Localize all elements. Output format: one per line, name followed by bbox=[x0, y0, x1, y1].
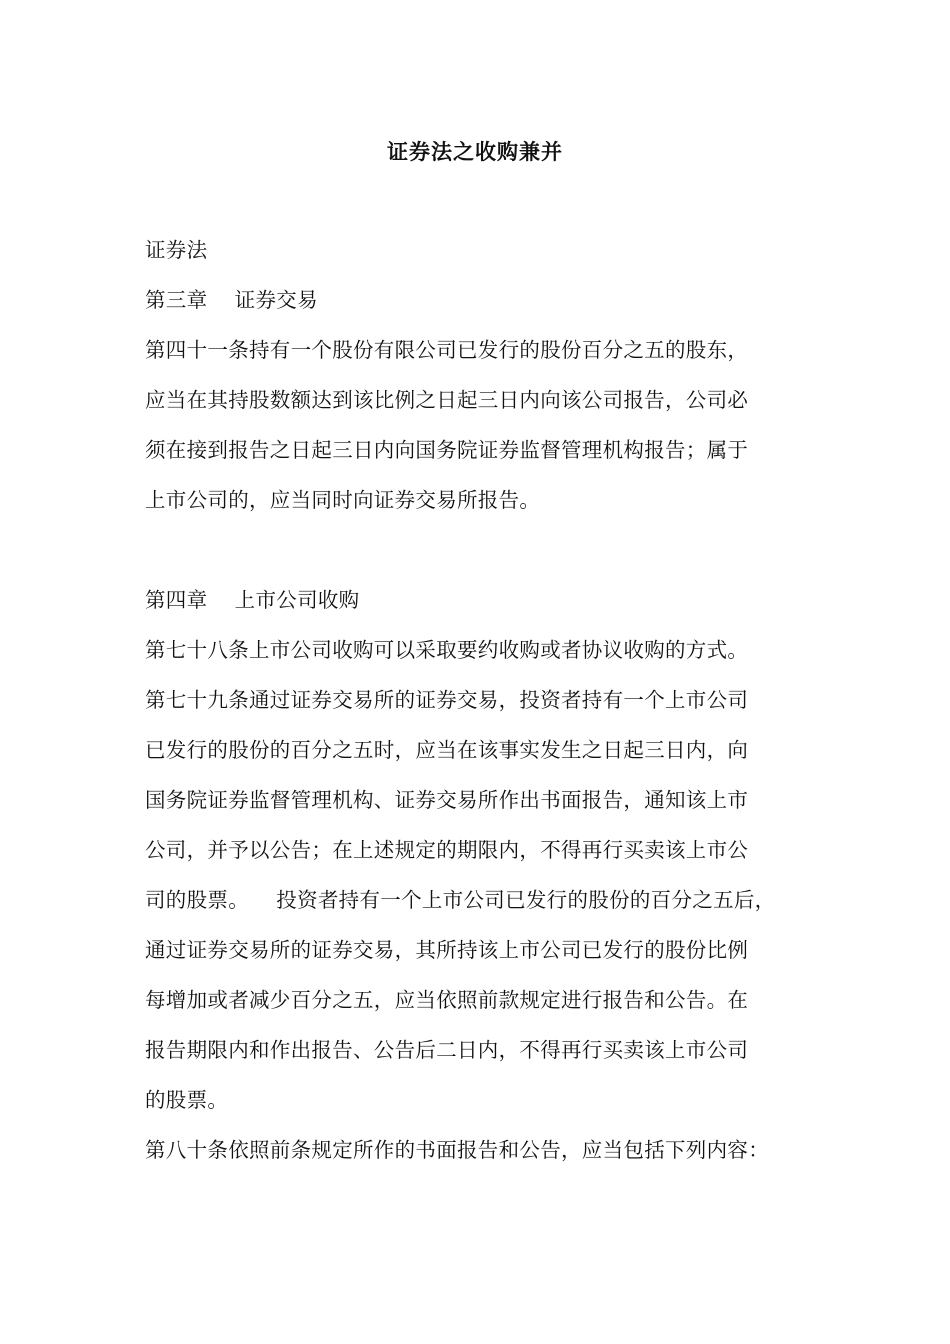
paragraph-line: 应当在其持股数额达到该比例之日起三日内向该公司报告，公司必 bbox=[145, 388, 749, 412]
paragraph-line: 已发行的股份的百分之五时，应当在该事实发生之日起三日内，向 bbox=[145, 738, 749, 762]
paragraph-line: 报告期限内和作出报告、公告后二日内，不得再行买卖该上市公司 bbox=[145, 1038, 749, 1062]
paragraph-line: 第四十一条持有一个股份有限公司已发行的股份百分之五的股东， bbox=[145, 338, 749, 362]
chapter-heading-3: 第三章 证券交易 bbox=[145, 288, 318, 312]
paragraph-line: 须在接到报告之日起三日内向国务院证券监督管理机构报告；属于 bbox=[145, 438, 749, 462]
document-title: 证券法之收购兼并 bbox=[387, 140, 563, 164]
paragraph-line: 的股票。 bbox=[145, 1088, 229, 1112]
section-heading-law: 证券法 bbox=[145, 238, 208, 262]
chapter-heading-4: 第四章 上市公司收购 bbox=[145, 588, 360, 612]
paragraph-line: 通过证券交易所的证券交易，其所持该上市公司已发行的股份比例 bbox=[145, 938, 749, 962]
paragraph-line: 公司，并予以公告；在上述规定的期限内，不得再行买卖该上市公 bbox=[145, 838, 749, 862]
paragraph-line: 第八十条依照前条规定所作的书面报告和公告，应当包括下列内容： bbox=[145, 1138, 769, 1162]
paragraph-line: 国务院证券监督管理机构、证券交易所作出书面报告，通知该上市 bbox=[145, 788, 749, 812]
paragraph-line: 上市公司的，应当同时向证券交易所报告。 bbox=[145, 488, 541, 512]
paragraph-line: 第七十八条上市公司收购可以采取要约收购或者协议收购的方式。 bbox=[145, 638, 749, 662]
paragraph-line: 每增加或者减少百分之五，应当依照前款规定进行报告和公告。在 bbox=[145, 988, 749, 1012]
paragraph-line: 第七十九条通过证券交易所的证券交易，投资者持有一个上市公司 bbox=[145, 688, 749, 712]
paragraph-line: 司的股票。 投资者持有一个上市公司已发行的股份的百分之五后， bbox=[145, 888, 776, 912]
